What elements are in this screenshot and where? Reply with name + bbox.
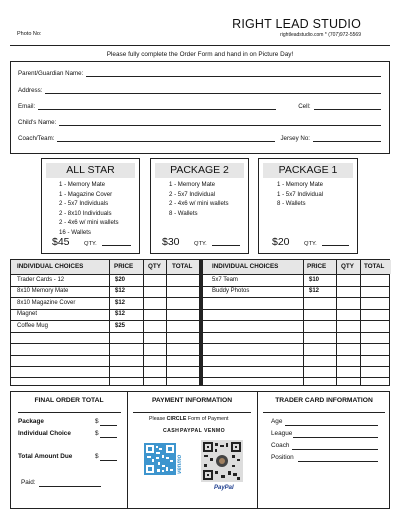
- choice-name: Buddy Photos: [212, 288, 250, 294]
- choice-name: 8x10 Memory Mate: [17, 288, 69, 294]
- studio-name: RIGHT LEAD STUDIO: [232, 17, 361, 31]
- payment-method-cash[interactable]: CASH: [163, 428, 180, 434]
- cell-field[interactable]: [314, 104, 381, 110]
- dollar-sign: $: [95, 430, 99, 437]
- total-due-field[interactable]: [100, 460, 117, 461]
- package-price: $45: [52, 236, 70, 248]
- choice-name: Coffee Mug: [17, 323, 48, 329]
- jersey-field[interactable]: [313, 136, 381, 142]
- title-underline: [18, 412, 121, 413]
- col-header-name: INDIVIDUAL CHOICES: [212, 263, 279, 270]
- qty-label: QTY.: [194, 241, 207, 247]
- col-divider: [360, 260, 361, 385]
- payment-method-paypal[interactable]: PAYPAL: [180, 428, 203, 434]
- col-divider: [109, 260, 110, 385]
- choice-price: $12: [115, 311, 126, 317]
- col-header-price: PRICE: [114, 263, 134, 270]
- payment-method-venmo[interactable]: VENMO: [204, 428, 226, 434]
- package-items: [277, 180, 323, 209]
- position-field[interactable]: [298, 461, 378, 462]
- package-item: 8 - Wallets: [169, 209, 198, 217]
- col-header-total: TOTAL: [364, 263, 385, 270]
- package-item: 1 - Memory Mate: [169, 181, 216, 188]
- payment-info-title: PAYMENT INFORMATION: [151, 397, 233, 404]
- package-item: 8 - Wallets: [277, 200, 306, 208]
- individual-choices-table: [10, 259, 390, 386]
- choice-price: $12: [115, 288, 126, 294]
- header-rule: [10, 45, 390, 46]
- col-header-name: INDIVIDUAL CHOICES: [17, 263, 84, 270]
- package-total-field[interactable]: [100, 425, 117, 426]
- paid-label: Paid:: [21, 479, 36, 486]
- total-due-label: Total Amount Due: [18, 453, 73, 460]
- address-label: Address:: [18, 87, 43, 94]
- child-name-label: Child's Name:: [18, 119, 57, 126]
- choice-price: $12: [309, 288, 320, 294]
- child-name-field[interactable]: [59, 120, 381, 126]
- package-item: 2 - 4x6 w/ mini wallets: [59, 219, 119, 227]
- position-label: Position: [271, 454, 294, 461]
- league-label: League: [271, 430, 293, 437]
- choice-price: $20: [115, 277, 126, 283]
- parent-name-field[interactable]: [86, 71, 381, 77]
- qty-label: QTY.: [304, 241, 317, 247]
- contact-info-box: [10, 61, 390, 154]
- coach-team-label: Coach/Team:: [18, 135, 55, 142]
- section-divider: [257, 392, 258, 508]
- choice-price: $25: [115, 323, 126, 329]
- table-center-divider: [199, 260, 203, 385]
- photo-number-label: Photo No:: [17, 31, 42, 37]
- col-divider: [336, 260, 337, 385]
- col-header-price: PRICE: [307, 263, 327, 270]
- studio-contact: rightleadstudio.com * (707)972-5569: [280, 32, 361, 38]
- package-2: [150, 158, 249, 254]
- package-price: $20: [272, 236, 290, 248]
- parent-name-label: Parent/Guardian Name:: [18, 70, 84, 77]
- coach-jersey-row: [18, 135, 381, 142]
- coach-field[interactable]: [292, 449, 378, 450]
- paid-field[interactable]: [39, 486, 101, 487]
- summary-section: [10, 391, 390, 509]
- package-total-label: Package: [18, 418, 44, 425]
- venmo-qr-code: [144, 443, 176, 475]
- qty-field[interactable]: [212, 245, 240, 246]
- parent-name-row: [18, 70, 381, 77]
- choice-name: 8x10 Magazine Cover: [17, 300, 76, 306]
- email-cell-row: [18, 103, 381, 110]
- col-header-qty: QTY: [341, 263, 354, 270]
- age-field[interactable]: [285, 425, 378, 426]
- league-field[interactable]: [293, 437, 378, 438]
- final-order-title: FINAL ORDER TOTAL: [34, 397, 104, 404]
- col-divider: [143, 260, 144, 385]
- qty-label: QTY.: [84, 241, 97, 247]
- choice-name: Trader Cards - 12: [17, 277, 65, 283]
- package-items: [169, 180, 229, 218]
- cell-label: Cell:: [298, 103, 311, 110]
- child-name-row: [18, 119, 381, 126]
- qty-field[interactable]: [102, 245, 131, 246]
- package-item: 2 - 8x10 Individuals: [59, 209, 112, 217]
- payment-note-prefix: Please: [149, 416, 167, 422]
- paypal-caption: PayPal: [214, 485, 234, 491]
- dollar-sign: $: [95, 418, 99, 425]
- paypal-qr-code: [201, 440, 243, 482]
- package-price: $30: [162, 236, 180, 248]
- choice-price: $10: [309, 277, 320, 283]
- col-header-total: TOTAL: [172, 263, 193, 270]
- coach-team-field[interactable]: [57, 136, 275, 142]
- trader-card-title: TRADER CARD INFORMATION: [275, 397, 373, 404]
- package-item: 2 - 4x6 w/ mini wallets: [169, 200, 229, 208]
- individual-total-field[interactable]: [100, 437, 117, 438]
- package-all-star: [41, 158, 140, 254]
- address-field[interactable]: [45, 88, 381, 94]
- email-field[interactable]: [38, 104, 276, 110]
- package-item: 2 - 5x7 Individuals: [59, 200, 109, 208]
- instructions: Please fully complete the Order Form and hand in on Picture Day!: [106, 51, 294, 58]
- title-underline: [263, 412, 385, 413]
- payment-note-emphasis: CIRCLE: [166, 416, 187, 422]
- package-title: PACKAGE 2: [155, 163, 244, 178]
- section-divider: [127, 392, 128, 508]
- choice-name: Magnet: [17, 311, 38, 317]
- package-items: [59, 180, 119, 238]
- age-label: Age: [271, 418, 283, 425]
- venmo-caption: venmo: [177, 454, 183, 474]
- package-title: ALL STAR: [46, 163, 135, 178]
- package-item: 1 - Memory Mate: [59, 181, 106, 188]
- package-item: 16 - Wallets: [59, 228, 91, 236]
- col-divider: [303, 260, 304, 385]
- package-item: 1 - 5x7 Individual: [277, 190, 324, 198]
- individual-total-label: Individual Choice: [18, 430, 71, 437]
- qty-field[interactable]: [322, 245, 349, 246]
- col-divider: [166, 260, 167, 385]
- col-header-qty: QTY: [148, 263, 161, 270]
- payment-note: [149, 416, 228, 422]
- payment-note-suffix: Form of Payment: [186, 416, 229, 422]
- coach-label: Coach: [271, 442, 290, 449]
- choice-name: 5x7 Team: [212, 277, 238, 283]
- choice-price: $12: [115, 300, 126, 306]
- jersey-label: Jersey No:: [280, 135, 311, 142]
- dollar-sign: $: [95, 453, 99, 460]
- package-item: 1 - Magazine Cover: [59, 190, 113, 198]
- address-row: [18, 87, 381, 94]
- title-underline: [133, 412, 251, 413]
- package-item: 1 - Memory Mate: [277, 181, 324, 188]
- package-item: 2 - 5x7 Individual: [169, 190, 216, 198]
- package-title: PACKAGE 1: [263, 163, 353, 178]
- package-1: [258, 158, 358, 254]
- email-label: Email:: [18, 103, 36, 110]
